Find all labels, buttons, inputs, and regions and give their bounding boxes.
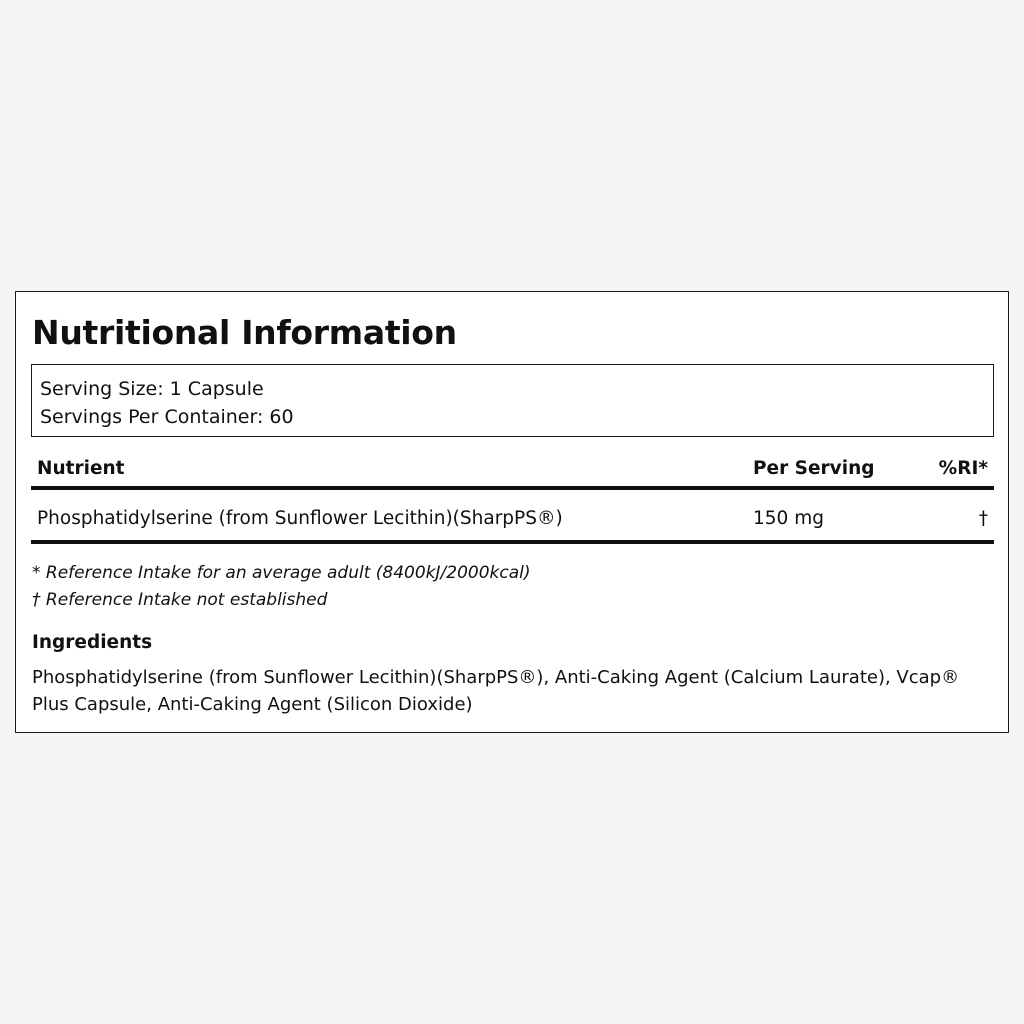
label-title: Nutritional Information <box>32 313 457 352</box>
nutrition-label <box>15 291 1009 733</box>
row-ri: † <box>978 508 988 529</box>
table-row <box>31 490 994 544</box>
footnote-reference-intake: * Reference Intake for an average adult (8400kJ/2000kcal) <box>32 563 531 583</box>
row-nutrient: Phosphatidylserine (from Sunflower Lecithin)(SharpPS®) <box>37 508 563 529</box>
footnote-not-established: † Reference Intake not established <box>32 590 328 610</box>
ingredients-heading: Ingredients <box>32 632 153 653</box>
serving-info-box <box>31 364 994 437</box>
header-ri: %RI* <box>938 458 988 479</box>
table-header <box>31 452 994 490</box>
header-nutrient: Nutrient <box>37 458 125 479</box>
row-per-serving: 150 mg <box>753 508 824 529</box>
nutrient-table <box>31 452 994 544</box>
header-per-serving: Per Serving <box>753 458 875 479</box>
ingredients-text: Phosphatidylserine (from Sunflower Lecithin)(SharpPS®), Anti-Caking Agent (Calcium Laurate), Vcap® Plus Capsule, Anti-Caking Agent (Silicon Dioxide) <box>32 667 960 715</box>
servings-per-container: Servings Per Container: 60 <box>40 406 294 428</box>
serving-size: Serving Size: 1 Capsule <box>40 378 264 400</box>
footnotes <box>32 560 531 614</box>
